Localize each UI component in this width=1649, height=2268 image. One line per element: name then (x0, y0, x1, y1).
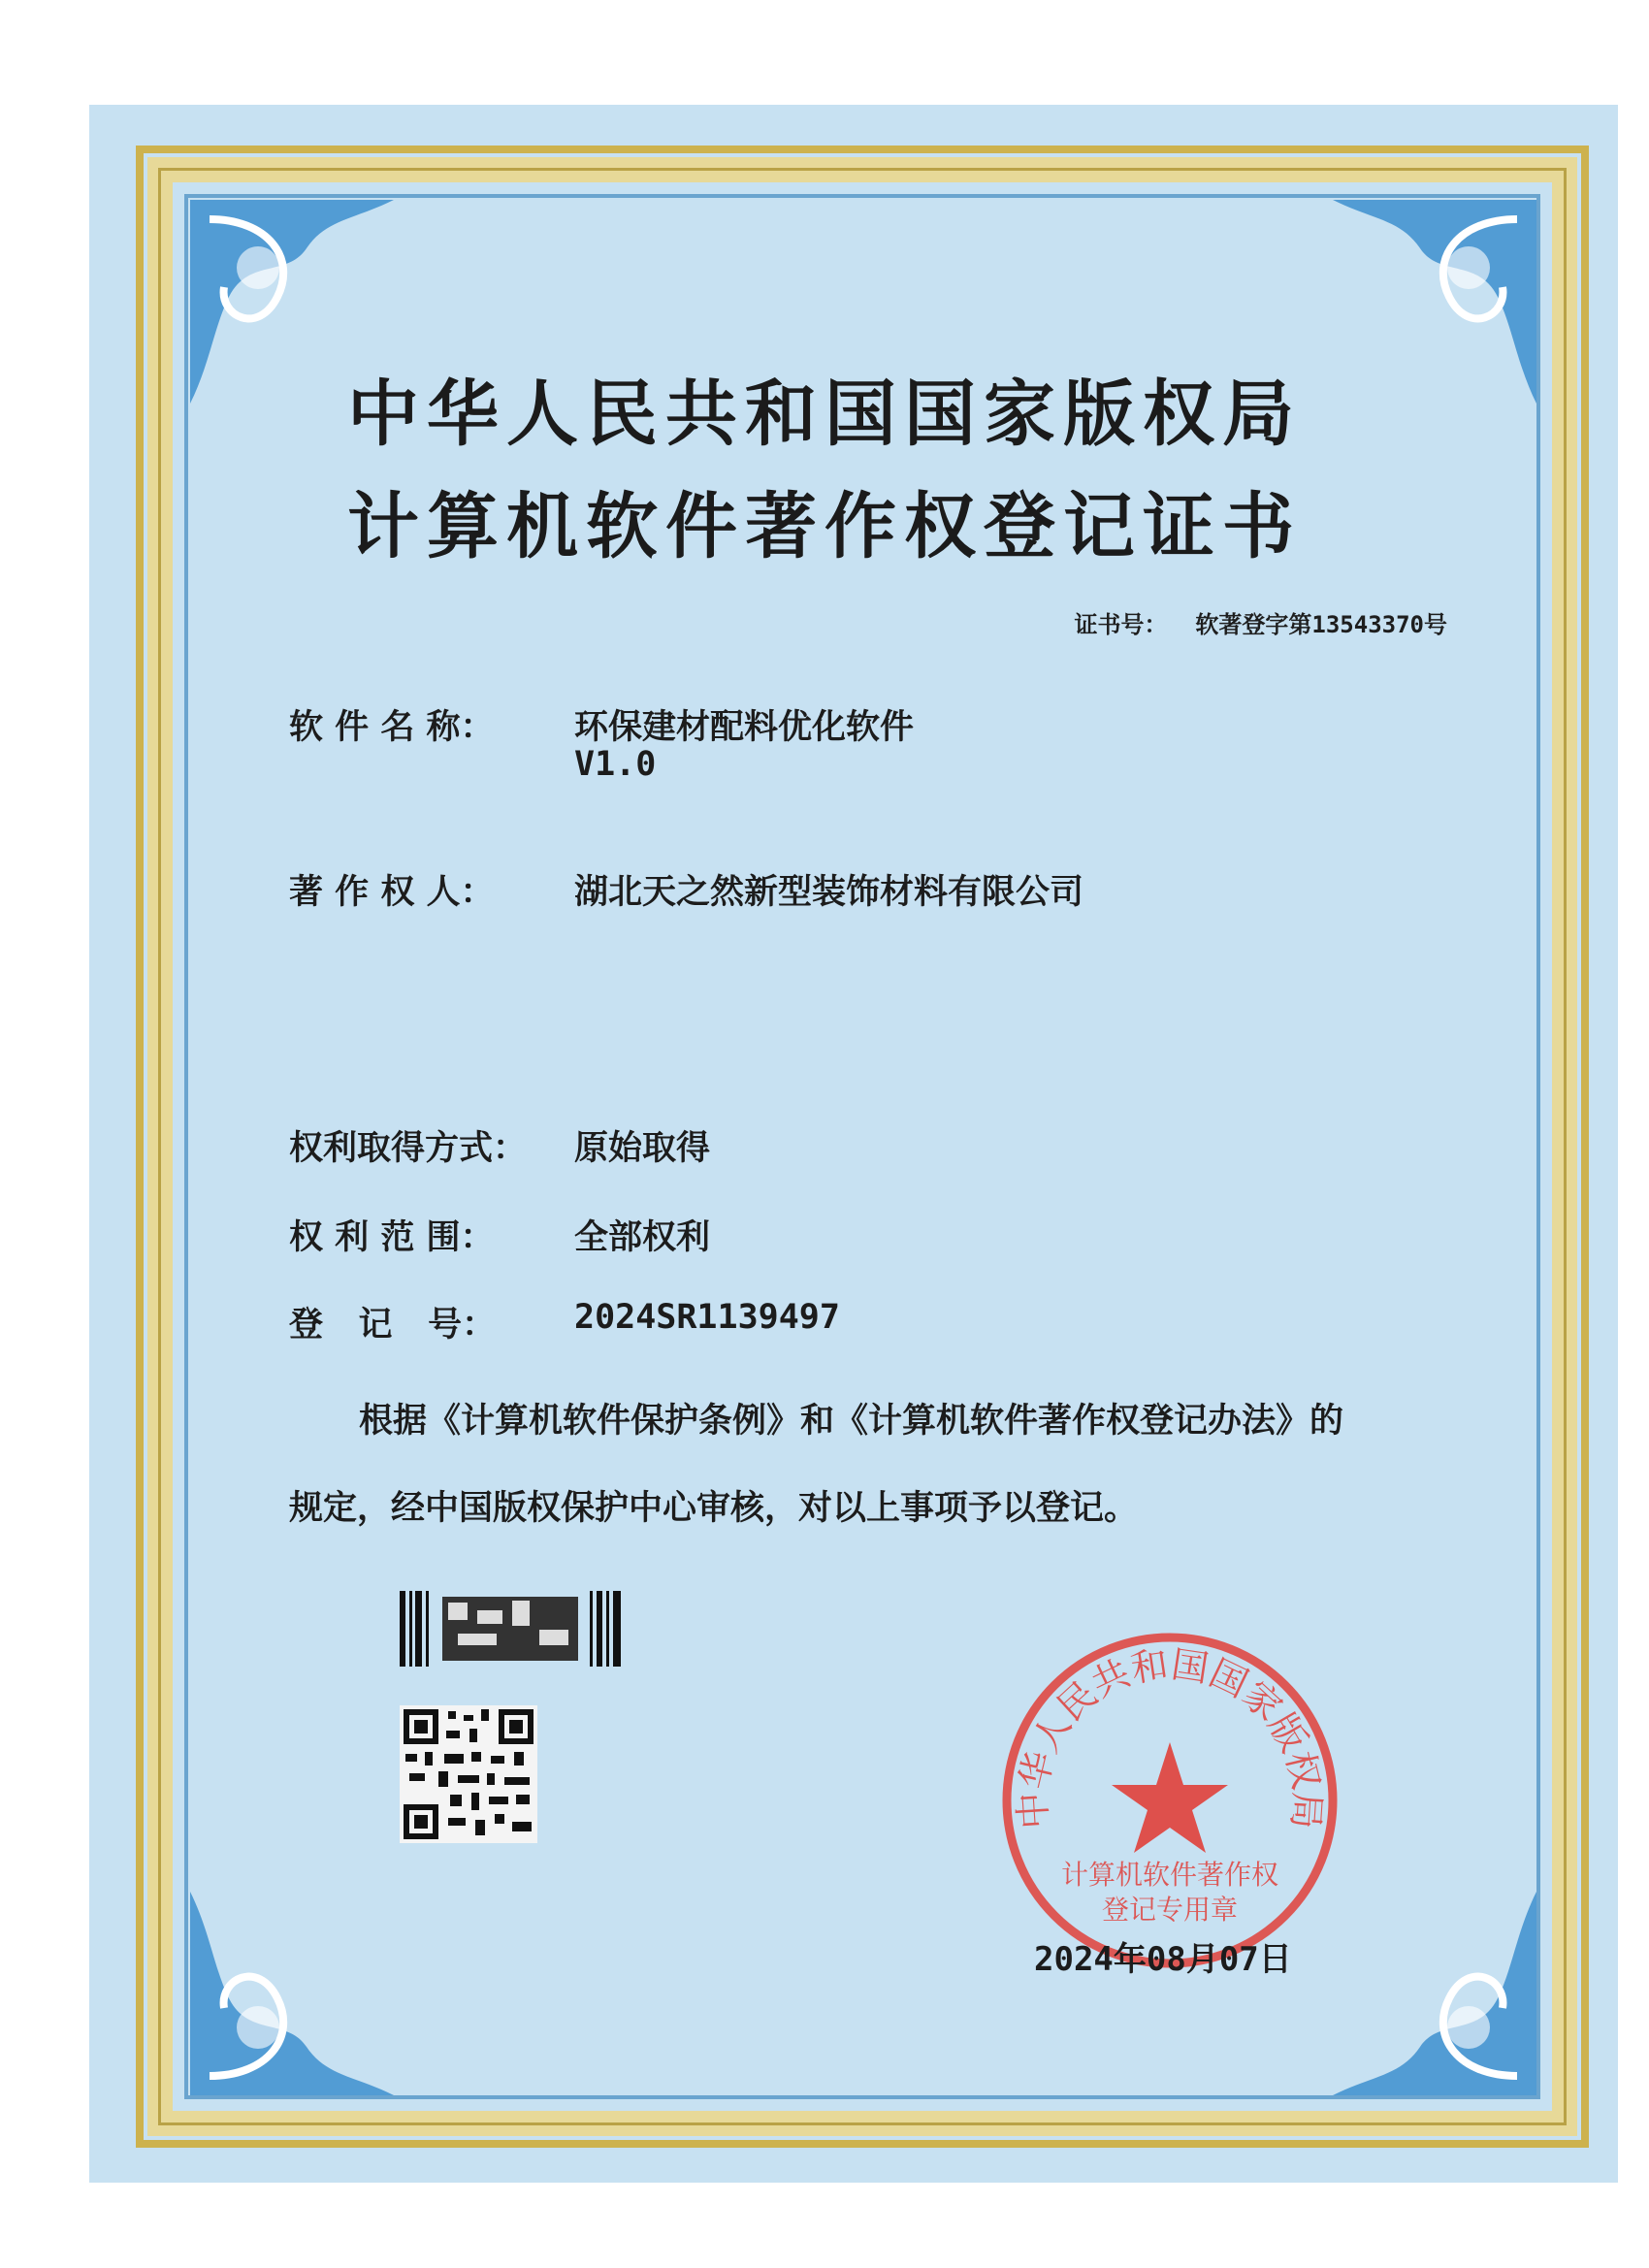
registration-number-value: 2024SR1139497 (574, 1298, 840, 1337)
statement-line-1 (289, 1377, 1482, 1465)
barcode-icon (400, 1591, 625, 1667)
seal-inner-line-2: 登记专用章 (1101, 1894, 1239, 1926)
rights-scope-value: 全部权利 (574, 1218, 711, 1257)
software-name-value: 环保建材配料优化软件 (574, 708, 915, 747)
field-label: 软 件 名 称： (289, 707, 495, 747)
field-label: 权 利 范 围： (289, 1217, 495, 1257)
copyright-holder-value: 湖北天之然新型装饰材料有限公司 (574, 873, 1084, 912)
qr-code-icon (400, 1705, 537, 1843)
registration-statement (289, 1377, 1482, 1552)
official-seal-icon (999, 1630, 1341, 1971)
corner-ornament-icon (190, 1892, 394, 2095)
certificate-title: 计算机软件著作权登记证书 (347, 485, 1302, 568)
certificate-number-label: 证书号： (1074, 611, 1168, 638)
field-label: 权利取得方式： (289, 1128, 528, 1168)
field-label: 登 记 号： (289, 1305, 497, 1345)
statement-line-2: 规定，经中国版权保护中心审核，对以上事项予以登记。 (289, 1488, 1139, 1528)
acquisition-method-value: 原始取得 (574, 1129, 711, 1168)
seal-outer-text: 中华人民共和国国家版权局 (1011, 1642, 1329, 1831)
statement-text: 根据《计算机软件保护条例》和《计算机软件著作权登记办法》的 (359, 1401, 1344, 1441)
corner-ornament-icon (1333, 1892, 1536, 2095)
certificate-number-value: 软著登字第13543370号 (1195, 611, 1447, 638)
certificate-issuer-title: 中华人民共和国国家版权局 (347, 373, 1302, 456)
seal-inner-line-1: 计算机软件著作权 (1060, 1859, 1279, 1891)
field-label: 著 作 权 人： (289, 872, 495, 912)
certificate-number (1075, 605, 1448, 639)
software-version-value: V1.0 (574, 745, 657, 784)
issue-date: 2024年08月07日 (1034, 1940, 1292, 1979)
